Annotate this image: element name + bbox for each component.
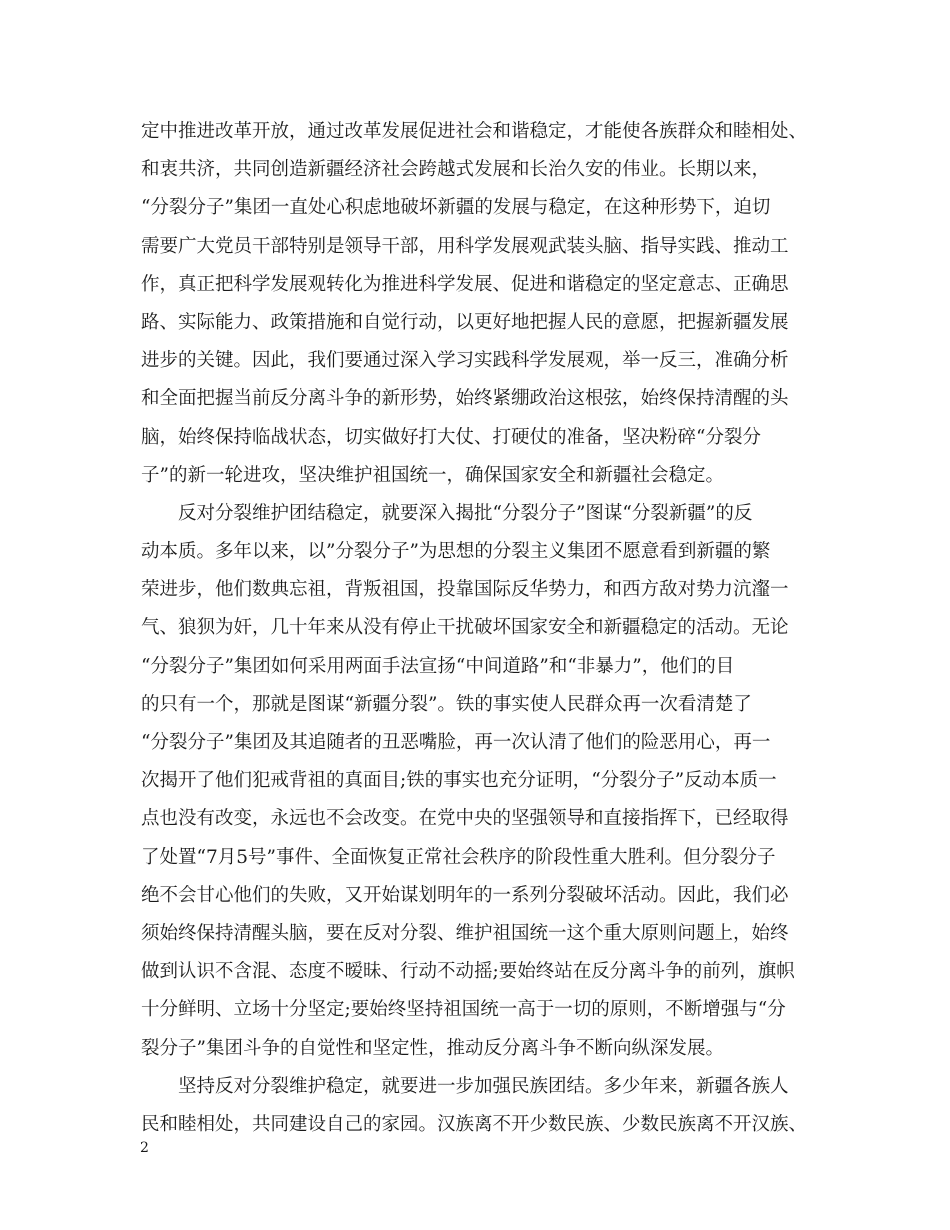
text-line: 反对分裂维护团结稳定，就要深入揭批“分裂分子”图谋“分裂新疆”的反 — [178, 502, 753, 524]
text-line: 进步的关键。因此，我们要通过深入学习实践科学发展观，举一反三，准确分析 — [141, 350, 789, 372]
text-line: 定中推进改革开放，通过改革发展促进社会和谐稳定，才能使各族群众和睦相处、 — [141, 121, 808, 142]
text-line: 点也没有改变，永远也不会改变。在党中央的坚强领导和直接指挥下，已经取得 — [141, 808, 789, 830]
text-line: 路、实际能力、政策措施和自觉行动，以更好地把握人民的意愿，把握新疆发展 — [141, 311, 789, 333]
text-line: 绝不会甘心他们的失败，又开始谋划明年的一系列分裂破坏活动。因此，我们必 — [141, 884, 789, 906]
text-line: 须始终保持清醒头脑，要在反对分裂、维护祖国统一这个重大原则问题上，始终 — [141, 922, 789, 944]
text-line: 做到认识不含混、态度不暧昧、行动不动摇;要始终站在反分离斗争的前列，旗帜 — [141, 961, 795, 983]
text-line: 坚持反对分裂维护稳定，就要进一步加强民族团结。多少年来，新疆各族人 — [178, 1075, 789, 1097]
text-line: 需要广大党员干部特别是领导干部，用科学发展观武装头脑、指导实践、推动工 — [141, 235, 789, 257]
text-line: “分裂分子”集团一直处心积虑地破坏新疆的发展与稳定，在这种形势下，迫切 — [141, 197, 771, 219]
text-line: 子”的新一轮进攻，坚决维护祖国统一，确保国家安全和新疆社会稳定。 — [141, 464, 724, 486]
text-line: “分裂分子”集团如何采用两面手法宣扬“中间道路”和“非暴力”，他们的目 — [141, 655, 735, 677]
text-line: 次揭开了他们犯戒背祖的真面目;铁的事实也充分证明，“分裂分子”反动本质一 — [141, 770, 777, 792]
text-line: “分裂分子”集团及其追随者的丑恶嘴脸，再一次认清了他们的险恶用心，再一 — [141, 732, 771, 753]
text-line: 动本质。多年以来，以”分裂分子”为思想的分裂主义集团不愿意看到新疆的繁 — [141, 541, 771, 563]
text-line: 了处置“7月5号”事件、全面恢复正常社会秩序的阶段性重大胜利。但分裂分子 — [141, 846, 776, 868]
text-line: 民和睦相处，共同建设自己的家园。汉族离不开少数民族、少数民族离不开汉族、 — [141, 1113, 808, 1135]
text-line: 气、狼狈为奸，几十年来从没有停止干扰破坏国家安全和新疆稳定的活动。无论 — [141, 617, 789, 639]
text-line: 作，真正把科学发展观转化为推进科学发展、促进和谐稳定的坚定意志、正确思 — [141, 273, 789, 295]
text-line: 荣进步，他们数典忘祖，背叛祖国，投靠国际反华势力，和西方敌对势力沆瀣一 — [141, 579, 789, 601]
text-line: 裂分子”集团斗争的自觉性和坚定性，推动反分离斗争不断向纵深发展。 — [141, 1037, 724, 1059]
text-line: 的只有一个，那就是图谋“新疆分裂”。铁的事实使人民群众再一次看清楚了 — [141, 693, 752, 715]
body-text — [141, 113, 821, 1144]
text-line: 和衷共济，共同创造新疆经济社会跨越式发展和长治久安的伟业。长期以来， — [141, 159, 771, 181]
text-line: 脑，始终保持临战状态，切实做好打大仗、打硬仗的准备，坚决粉碎“分裂分 — [141, 426, 761, 448]
text-line: 十分鲜明、立场十分坚定;要始终坚持祖国统一高于一切的原则，不断增强与“分 — [141, 999, 786, 1021]
page-number: 2 — [140, 1140, 149, 1156]
text-line: 和全面把握当前反分离斗争的新形势，始终紧绷政治这根弦，始终保持清醒的头 — [141, 388, 789, 410]
